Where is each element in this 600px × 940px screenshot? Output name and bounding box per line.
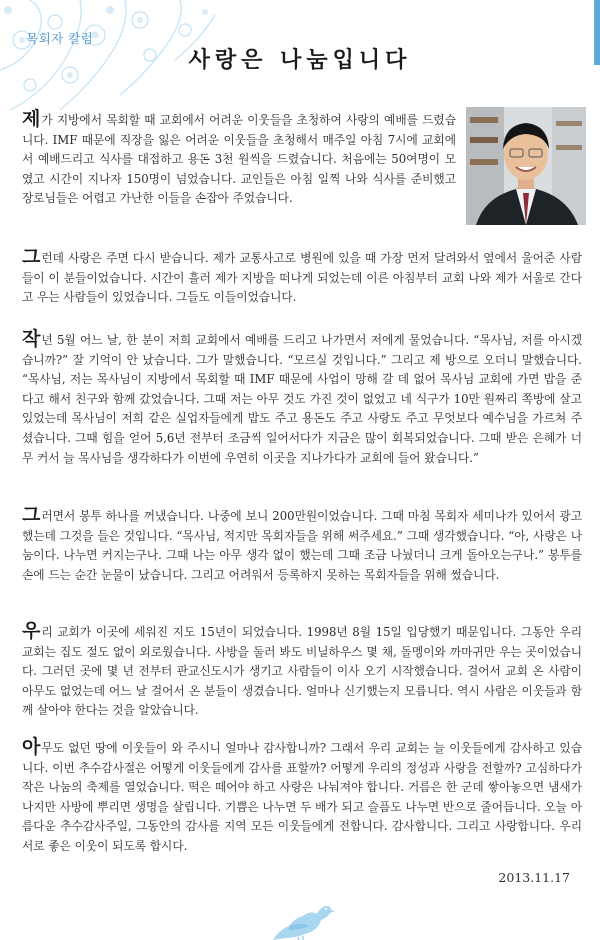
paragraph-text: 리 교회가 이곳에 세워진 지도 15년이 되었습니다. 1998년 8월 15일 입당했기 때문입니다. 그동안 우리 교회는 집도 절도 없이 외로웠습니다. 사방을 둘러 봐도 비닐하우스 몇 채, 돌멩이와 까마귀만 우는 곳이었습니다. 그러던 곳에 몇 년 전부터 판교신도시가 생기고 사람들이 이사 오기 시작했습니다. 걸어서 교회 온 사람이 아무도 없었는데 어느 날 걸어서 온 분들이 생겼습니다. 얼마나 신기했는지 모릅니다. 역시 사람은 이웃들과 함께 살아야 한다는 것을 알았습니다.: [22, 625, 582, 718]
bird-icon: [265, 896, 337, 940]
drop-cap: 제: [22, 108, 41, 130]
page-title: 사랑은 나눔입니다: [188, 47, 412, 73]
drop-cap: 우: [22, 620, 41, 642]
drop-cap: 아: [22, 736, 41, 758]
paragraph-5: [22, 622, 582, 721]
paragraph-text: 런데 사랑은 주면 다시 받습니다. 제가 교통사고로 병원에 있을 때 가장 먼저 달려와서 옆에서 울어준 사람들이 이 분들이었습니다. 시간이 흘러 제가 지방을 떠나게 되었는데 이른 아침부터 교회 나와 제가 서울로 간다고 우는 사람들이 있었습니다. 그들도 이들이었습니다.: [22, 251, 582, 305]
drop-cap: 그: [22, 504, 41, 526]
column-date: 2013.11.17: [498, 870, 570, 885]
author-portrait-photo: [466, 107, 586, 225]
drop-cap: 작: [22, 328, 41, 350]
paragraph-6: [22, 738, 582, 857]
column-label: 목회자 칼럼: [26, 31, 94, 46]
paragraph-text: 가 지방에서 목회할 때 교회에서 어려운 이웃들을 초청하여 사랑의 예배를 드렸습니다. IMF 때문에 직장을 잃은 어려운 이웃들을 초청해서 매주일 아침 7시에 교회에서 예배드리고 식사를 대접하고 용돈 3천 원씩을 드렸습니다. 처음에는 50여명이 모였고 시간이 지나자 150명이 넘었습니다. 교인들은 아침 일찍 나와 식사를 준비했고 장로님들은 어렵고 가난한 이들을 손잡아 주었습니다.: [22, 113, 456, 206]
paragraph-2: [22, 248, 582, 308]
paragraph-text: 무도 없던 땅에 이웃들이 와 주시니 얼마나 감사합니까? 그래서 우리 교회는 늘 이웃들에게 감사하고 있습니다. 이번 추수감사절은 어떻게 이웃들에게 감사를 표할까? 어떻게 우리의 정성과 사랑을 전할까? 고심하다가 작은 나눔의 축제를 열었습니다. 떡은 떼어야 하고 사랑은 나눠져야 합니다. 거름은 한 군데 쌓아놓으면 냄새가 나지만 사방에 뿌리면 생명을 살립니다. 기쁨은 나누면 두 배가 되고 슬픔도 나누면 반으로 줄어듭니다. 오늘 아름다운 추수감사주일, 그동안의 감사를 지역 모든 이웃들에게 전합니다. 감사합니다. 그리고 사랑합니다. 우리 서로 좋은 이웃이 되도록 합시다.: [22, 741, 582, 853]
paragraph-3: [22, 330, 582, 468]
paragraph-4: [22, 506, 582, 585]
paragraph-text: 러면서 봉투 하나를 꺼냈습니다. 나중에 보니 200만원이었습니다. 그때 마침 목회자 세미나가 있어서 광고했는데 그것을 들은 것입니다. “목사님, 적지만 목회자들을 위해 써주세요.” 그때 생각했습니다. “아, 사랑은 나눔이다. 나누면 커지는구나. 그때 나는 아무 생각 없이 했는데 그때 조금 나눴더니 크게 돌아오는구나.” 봉투를 손에 드는 순간 눈물이 났습니다. 그리고 어려워서 등록하지 못하는 목회자들을 위해 썼습니다.: [22, 509, 582, 582]
paragraph-text: 년 5월 어느 날, 한 분이 저희 교회에서 예배를 드리고 나가면서 저에게 물었습니다. “목사님, 저를 아시겠습니까?” 잘 기억이 안 났습니다. 그가 말했습니다. “모르실 것입니다.” 그리고 제 방으로 오더니 말했습니다. “목사님, 저는 목사님이 지방에서 목회할 때 IMF 때문에 사업이 망해 갈 데 없어 목사님 교회에 가면 밥을 준다고 해서 친구와 함께 갔었습니다. 그때 저는 아무 것도 가진 것이 없었고 네 식구가 10만 원짜리 쪽방에 살고 있었는데 목사님이 저희 같은 실업자들에게 밥도 주고 용돈도 주고 사랑도 주고 무엇보다 예수님을 가르쳐 주셨습니다. 그때 힘을 얻어 5,6년 전부터 조금씩 일어서다가 지금은 많이 회복되었습니다. 그때 받은 은혜가 너무 커서 늘 목사님을 생각하다가 이번에 우연히 이곳을 지나가다가 교회에 들어 왔습니다.”: [22, 333, 582, 465]
drop-cap: 그: [22, 246, 41, 268]
paragraph-1: [22, 110, 456, 209]
